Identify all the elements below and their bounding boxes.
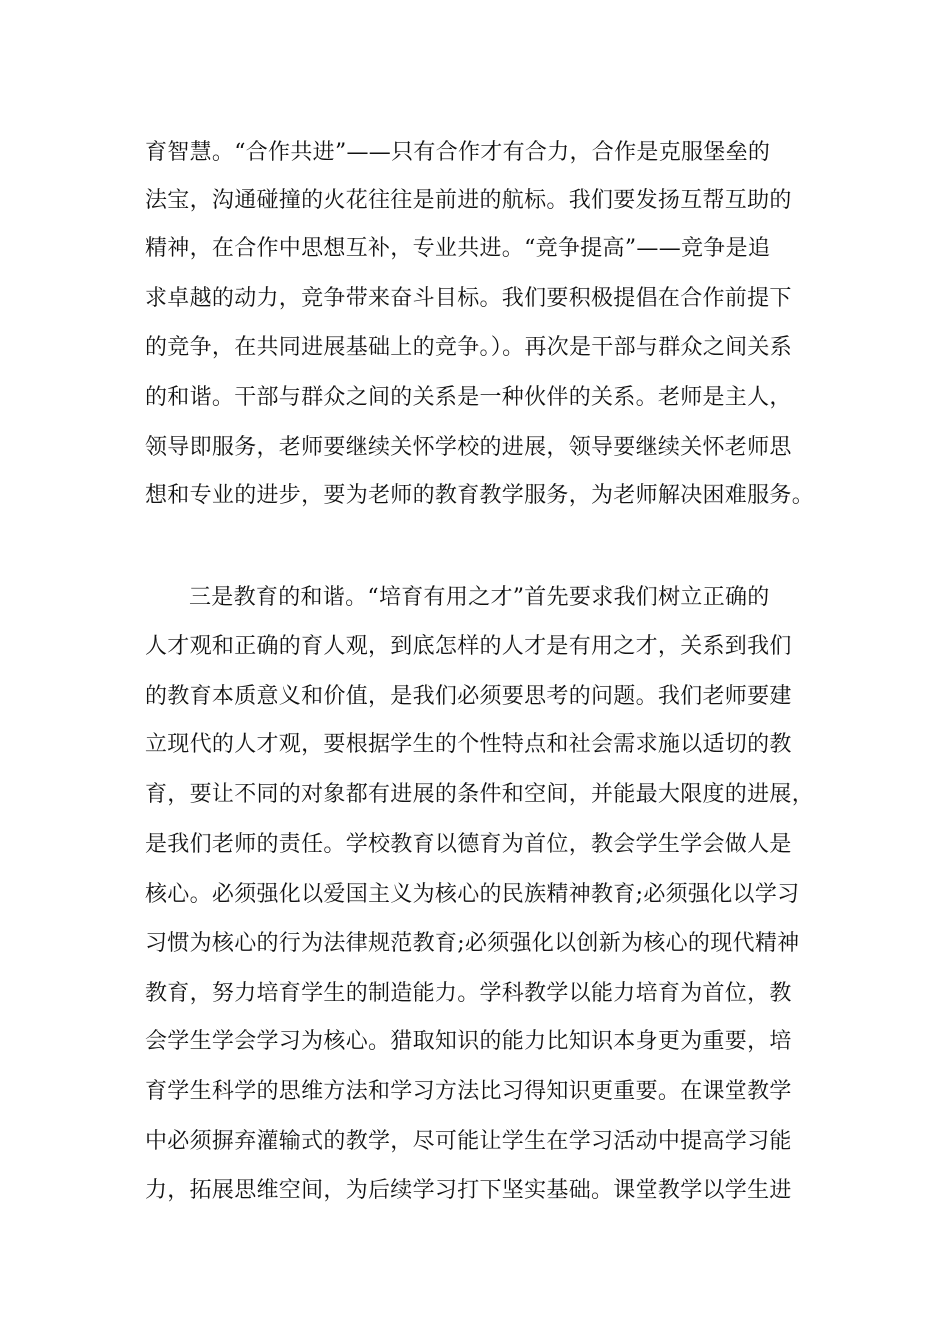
text-line: 人才观和正确的育人观，到底怎样的人才是有用之才，关系到我们: [145, 634, 792, 659]
text-line: 习惯为核心的行为法律规范教育;必须强化以创新为核心的现代精神: [145, 931, 800, 956]
text-line: 会学生学会学习为核心。猎取知识的能力比知识本身更为重要，培: [145, 1029, 792, 1054]
text-line: 求卓越的动力，竞争带来奋斗目标。我们要积极提倡在合作前提下: [145, 286, 792, 311]
text-line-indented: 三是教育的和谐。“培育有用之才”首先要求我们树立正确的: [189, 585, 770, 610]
text-line: 法宝，沟通碰撞的火花往往是前进的航标。我们要发扬互帮互助的: [145, 188, 792, 213]
text-line: 精神，在合作中思想互补，专业共进。“竞争提高”——竞争是追: [145, 236, 771, 261]
text-line: 中必须摒弃灌输式的教学，尽可能让学生在学习活动中提高学习能: [145, 1129, 792, 1154]
text-line: 的教育本质意义和价值，是我们必须要思考的问题。我们老师要建: [145, 684, 792, 709]
text-line: 教育，努力培育学生的制造能力。学科教学以能力培育为首位，教: [145, 981, 792, 1006]
text-line: 的竞争，在共同进展基础上的竞争。）。再次是干部与群众之间关系: [145, 335, 793, 360]
text-line: 是我们老师的责任。学校教育以德育为首位，教会学生学会做人是: [145, 832, 792, 857]
text-line: 立现代的人才观，要根据学生的个性特点和社会需求施以适切的教: [145, 732, 792, 757]
text-line: 育学生科学的思维方法和学习方法比习得知识更重要。在课堂教学: [145, 1079, 792, 1104]
text-line: 核心。必须强化以爱国主义为核心的民族精神教育;必须强化以学习: [145, 882, 800, 907]
text-line: 力，拓展思维空间，为后续学习打下坚实基础。课堂教学以学生进: [145, 1178, 792, 1203]
text-line: 领导即服务，老师要继续关怀学校的进展，领导要继续关怀老师思: [145, 435, 792, 460]
text-line: 育智慧。“合作共进”——只有合作才有合力，合作是克服堡垒的: [145, 140, 771, 165]
text-line: 育，要让不同的对象都有进展的条件和空间，并能最大限度的进展，: [145, 782, 815, 807]
text-line: 的和谐。干部与群众之间的关系是一种伙伴的关系。老师是主人，: [145, 385, 792, 410]
text-line: 想和专业的进步，要为老师的教育教学服务，为老师解决困难服务。: [145, 483, 815, 508]
